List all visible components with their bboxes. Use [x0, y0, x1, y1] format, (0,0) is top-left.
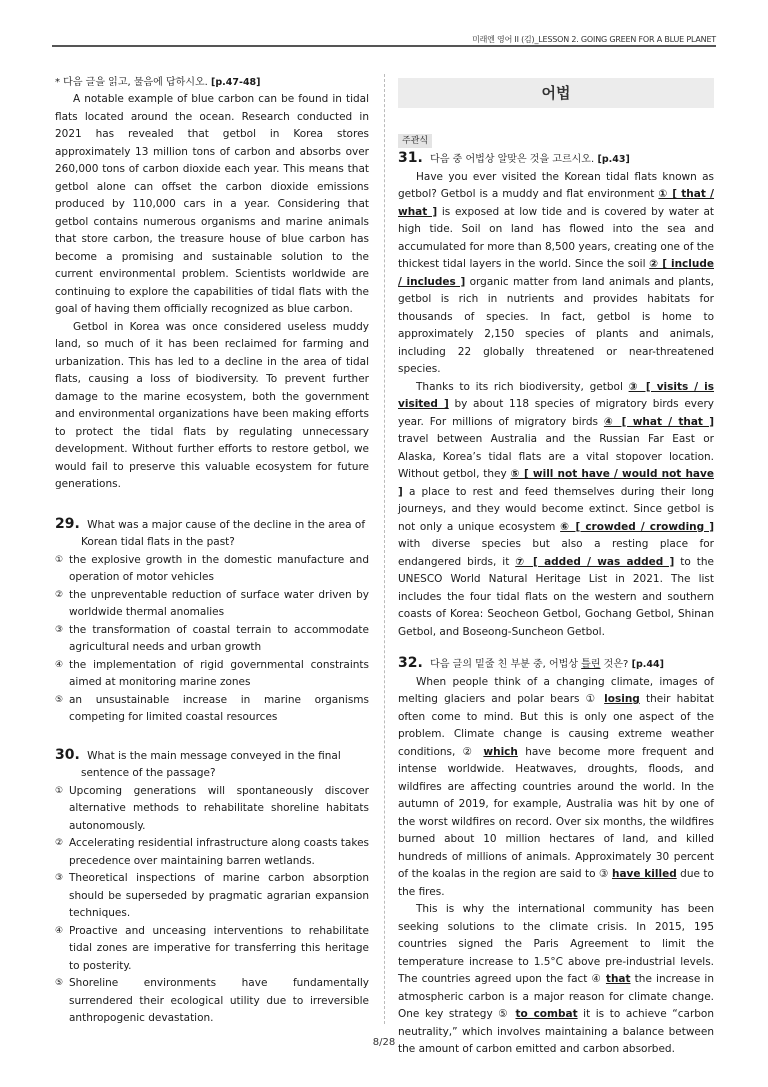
q29-stem-b: Korean tidal flats in the past?	[81, 536, 235, 548]
short-answer-tag: 주관식	[398, 134, 432, 148]
running-header: 미래엔 영어 II (김)_LESSON 2. GOING GREEN FOR A BLUE PLANET	[472, 35, 716, 44]
question-29	[55, 516, 369, 727]
q30-options	[55, 783, 369, 1028]
grammar-blank: losing	[604, 693, 640, 705]
grammar-blank: ⑦ [ added / was added ]	[515, 555, 675, 568]
q30-number: 30.	[55, 746, 80, 763]
q29-option-1[interactable]: ① the explosive growth in the domestic manufacture and operation of motor vehicles	[55, 553, 369, 583]
q30-option-3[interactable]: ③ Theoretical inspections of marine carbon absorption should be superseded by pragmatic agrarian expansion techniques.	[55, 872, 369, 919]
grammar-blank: ④ [ what / that ]	[603, 415, 714, 428]
right-column	[398, 74, 714, 1059]
section-title: 어법	[398, 78, 714, 108]
question-32	[398, 655, 714, 674]
q30-option-1[interactable]: ① Upcoming generations will spontaneously discover alternative methods to rehabilitate shoreline habitats autonomously.	[55, 784, 369, 832]
q32-prompt: 다음 글의 밑줄 친 부분 중, 어법상 틀린 것은?	[430, 659, 629, 670]
q32-prompt-emphasis: 틀린	[581, 659, 601, 670]
passage-paragraph-2: Getbol in Korea was once considered useless muddy land, so much of it has been reclaimed for farming and urbanization. This has led to a decline in the area of tidal flats, causing a loss of biodiversity. To prevent further damage to the marine ecosystem, both the government and environmental organizations have been making efforts to protect the tidal flats by regulating unnecessary development. Without further efforts to restore getbol, we would fail to preserve this valuable ecosystem for future generations.	[55, 320, 369, 490]
grammar-blank: ⑤ [ will not have / would not have ]	[398, 468, 714, 498]
column-divider	[384, 74, 385, 1024]
question-31	[398, 150, 714, 169]
grammar-blank: ③ [ visits / is visited ]	[398, 380, 715, 410]
grammar-blank: to combat	[515, 1008, 578, 1020]
q31-paragraph-2: Thanks to its rich biodiversity, getbol ③ [ visits / is visited ] by about 118 species of migratory birds every year. For millions of migratory birds ④ [ what / that ] travel between Australia and the Russian Far East or Alaska, Korea’s tidal flats are a vital stopover location. Without getbol, they ⑤ [ will not have / would not have ] a place to rest and feed themselves during their long journeys, and they would become extinct. Since getbol is not only a unique ecosystem ⑥ [ crowded / crowding ] with diverse species but also a resting place for endangered birds, it ⑦ [ added / was added ] to the UNESCO World Natural Heritage List in 2021. The list includes the four tidal flats on the western and southern coasts of Korea: Seocheon Getbol, Gochang Getbol, Shinan Getbol, and Boseong-Suncheon Getbol.	[398, 380, 715, 638]
question-30	[55, 747, 369, 1028]
q30-stem-a: What is the main message conveyed in the final	[87, 749, 341, 762]
q32-number: 32.	[398, 655, 423, 671]
q32-paragraph-2: This is why the international community has been seeking solutions to the climate crisis. In 2015, 195 countries signed the Paris Agreement to limit the temperature increase to 1.5°C above pre-industrial levels. The countries agreed upon the fact ④ that the increase in atmospheric carbon is a major reason for climate change. One key strategy ⑤ to combat it is to achieve “carbon neutrality,” which involves maintaining a balance between the amount of carbon emitted and carbon absorbed.	[398, 903, 715, 1055]
q29-option-5[interactable]: ⑤ an unsustainable increase in marine organisms competing for limited coastal resources	[55, 693, 369, 723]
grammar-blank: that	[605, 973, 631, 985]
q31-prompt: 다음 중 어법상 알맞은 것을 고르시오.	[430, 154, 595, 165]
q29-stem-a: What was a major cause of the decline in the area of	[87, 518, 366, 531]
grammar-blank: ⑥ [ crowded / crowding ]	[560, 520, 715, 533]
reading-instruction	[55, 74, 369, 91]
grammar-blank: which	[483, 745, 518, 758]
q30-option-5[interactable]: ⑤ Shoreline environments have fundamentally surrendered their ecological utility due to irreversible anthropogenic devastation.	[55, 977, 369, 1024]
q30-stem-b: sentence of the passage?	[81, 767, 216, 779]
page-number: 8/28	[372, 1037, 396, 1048]
q29-option-3[interactable]: ③ the transformation of coastal terrain to accommodate agricultural needs and urban growth	[55, 623, 369, 653]
q30-option-4[interactable]: ④ Proactive and unceasing interventions to rehabilitate tidal zones are imperative for transferring this heritage to posterity.	[55, 924, 369, 972]
q29-option-2[interactable]: ② the unpreventable reduction of surface water driven by worldwide thermal anomalies	[55, 588, 369, 618]
instruction-text: * 다음 글을 읽고, 물음에 답하시오.	[55, 77, 208, 88]
q30-stem	[55, 747, 369, 766]
instruction-pages: [p.47-48]	[211, 77, 261, 88]
q31-paragraph-1: Have you ever visited the Korean tidal flats known as getbol? Getbol is a muddy and flat environment ① [ that / what ] is exposed at low tide and is covered by water at high tide. Soil on land has flowed into the sea and accumulated for more than 8,500 years, creating one of the thickest tidal layers in the world. Since the soil ② [ include / includes ] organic matter from land animals and plants, getbol is rich in nutrients and provides habitats for thousands of species. In fact, getbol is home to approximately 2,150 species of plants and animals, including 22 globally threatened or near-threatened species.	[398, 170, 715, 375]
q29-stem	[55, 516, 369, 535]
left-column	[55, 74, 369, 1028]
q29-number: 29.	[55, 515, 80, 532]
grammar-blank: have killed	[611, 868, 677, 880]
q31-number: 31.	[398, 150, 423, 166]
passage-paragraph-1: A notable example of blue carbon can be found in tidal flats located around the ocean. Research conducted in 2021 has revealed that getbol in Korea stores approximately 13 million tons of carbon and absorbs over 260,000 tons of carbon dioxide each year. This means that getbol alone can offset the carbon dioxide emissions produced by 110,000 cars in a year. Considering that getbol contains numerous organisms and marine animals that store carbon, the treasure house of blue carbon has become a promising and sustainable solution to the current environmental problem. Scientists worldwide are continuing to explore the capabilities of tidal flats with the goal of having them officially recognized as blue carbon.	[55, 93, 369, 315]
q29-option-4[interactable]: ④ the implementation of rigid governmental constraints aimed at monitoring marine zones	[55, 658, 369, 688]
grammar-blank: ① [ that / what ]	[398, 188, 715, 218]
q32-pages: [p.44]	[631, 659, 664, 670]
q31-pages: [p.43]	[597, 154, 630, 165]
q29-options	[55, 552, 369, 727]
grammar-blank: ② [ include / includes ]	[398, 258, 714, 288]
q30-option-2[interactable]: ② Accelerating residential infrastructure along coasts takes precedence over maintaining barren wetlands.	[55, 837, 369, 867]
q32-paragraph-1: When people think of a changing climate, images of melting glaciers and polar bears ① losing their habitat often come to mind. But this is only one aspect of the problem. Climate change is causing extreme weather conditions, ② which have become more frequent and intense worldwide. Heatwaves, droughts, floods, and wildfires are affecting countries around the world. In the autumn of 2019, for example, Australia was hit by one of the worst wildfires on record. Over six months, the wildfires burned about 10 million hectares of land, and killed hundreds of millions of animals. Approximately 30 percent of the koalas in the region are said to ③ have killed due to the fires.	[398, 675, 714, 898]
header-rule	[52, 45, 716, 47]
